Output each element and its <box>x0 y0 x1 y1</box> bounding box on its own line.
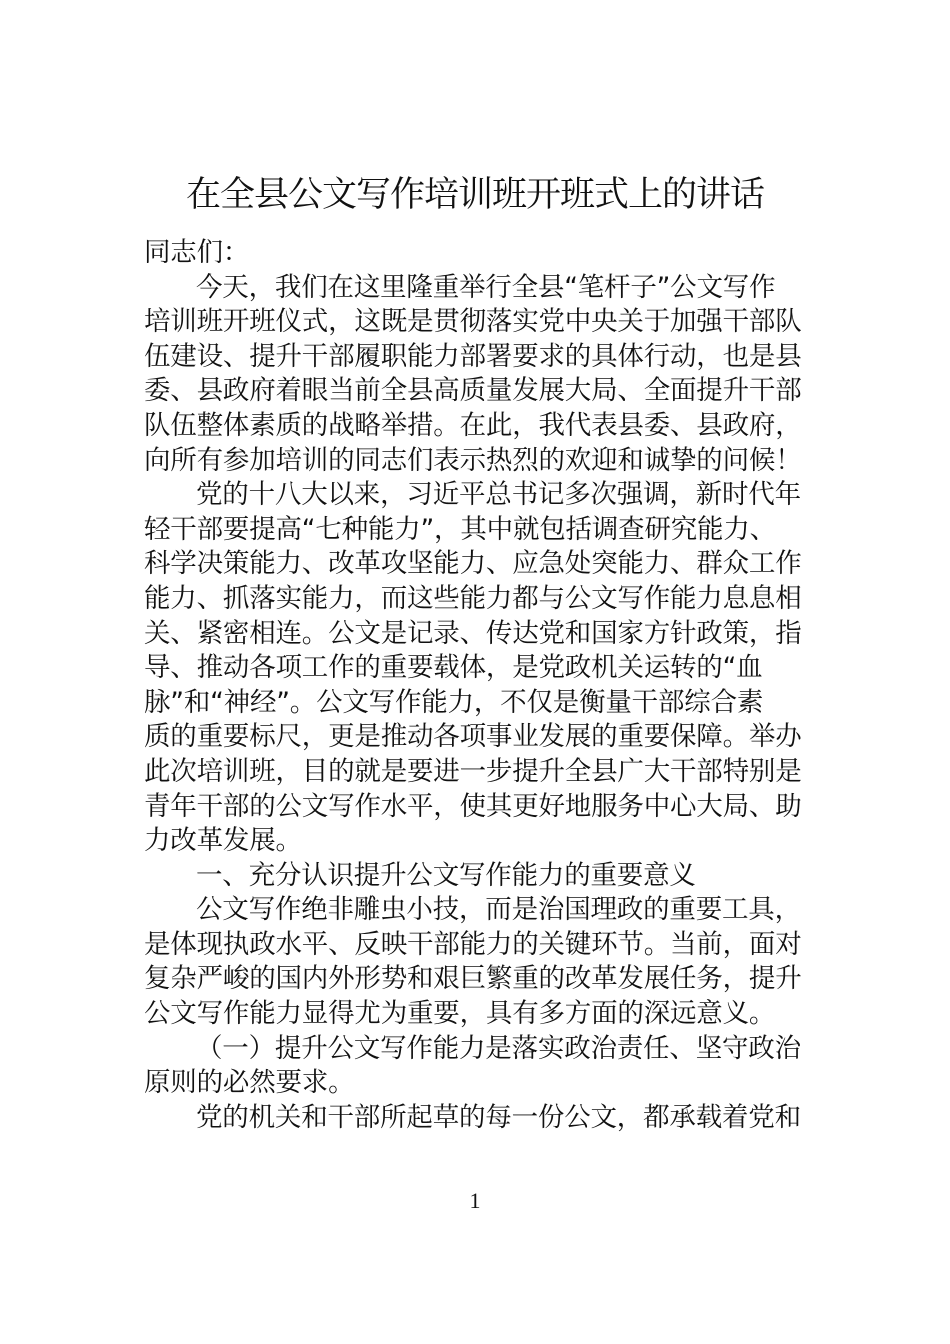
text-line: 党的十八大以来，习近平总书记多次强调，新时代年 <box>196 479 801 511</box>
text-line: （一）提升公文写作能力是落实政治责任、坚守政治 <box>196 1032 801 1064</box>
text-line: 能力、抓落实能力，而这些能力都与公文写作能力息息相 <box>144 582 802 614</box>
text-line: 公文写作绝非雕虫小技，而是治国理政的重要工具， <box>196 894 801 926</box>
document-body <box>144 236 814 1135</box>
text-line: 向所有参加培训的同志们表示热烈的欢迎和诚挚的问候！ <box>144 444 802 476</box>
text-line: 是体现执政水平、反映干部能力的关键环节。当前，面对 <box>144 928 802 960</box>
text-line: 同志们： <box>144 237 250 268</box>
text-line: 伍建设、提升干部履职能力部署要求的具体行动，也是县 <box>144 340 802 372</box>
text-line: 导、推动各项工作的重要载体，是党政机关运转的“血 <box>144 652 763 684</box>
text-line: 培训班开班仪式，这既是贯彻落实党中央关于加强干部队 <box>144 306 802 338</box>
text-line: 今天，我们在这里隆重举行全县“笔杆子”公文写作 <box>196 271 776 303</box>
text-line: 质的重要标尺，更是推动各项事业发展的重要保障。举办 <box>144 721 802 753</box>
text-line: 轻干部要提高“七种能力”，其中就包括调查研究能力、 <box>144 513 776 545</box>
text-line: 力改革发展。 <box>144 825 302 857</box>
text-line: 原则的必然要求。 <box>144 1067 355 1099</box>
document-title: 在全县公文写作培训班开班式上的讲话 <box>185 175 764 215</box>
page-number: 1 <box>469 1188 481 1213</box>
text-line: 一、充分认识提升公文写作能力的重要意义 <box>196 859 696 891</box>
text-line: 科学决策能力、改革攻坚能力、应急处突能力、群众工作 <box>144 548 802 580</box>
text-line: 复杂严峻的国内外形势和艰巨繁重的改革发展任务，提升 <box>144 963 802 995</box>
text-line: 关、紧密相连。公文是记录、传达党和国家方针政策，指 <box>144 617 802 649</box>
text-line: 青年干部的公文写作水平，使其更好地服务中心大局、助 <box>144 790 802 822</box>
text-line: 此次培训班，目的就是要进一步提升全县广大干部特别是 <box>144 755 802 787</box>
text-line: 公文写作能力显得尤为重要，具有多方面的深远意义。 <box>144 998 776 1030</box>
text-line: 党的机关和干部所起草的每一份公文，都承载着党和 <box>196 1101 801 1133</box>
text-line: 脉”和“神经”。公文写作能力，不仅是衡量干部综合素 <box>144 686 764 718</box>
text-line: 队伍整体素质的战略举措。在此，我代表县委、县政府， <box>144 409 802 441</box>
text-line: 委、县政府着眼当前全县高质量发展大局、全面提升干部 <box>144 375 802 407</box>
